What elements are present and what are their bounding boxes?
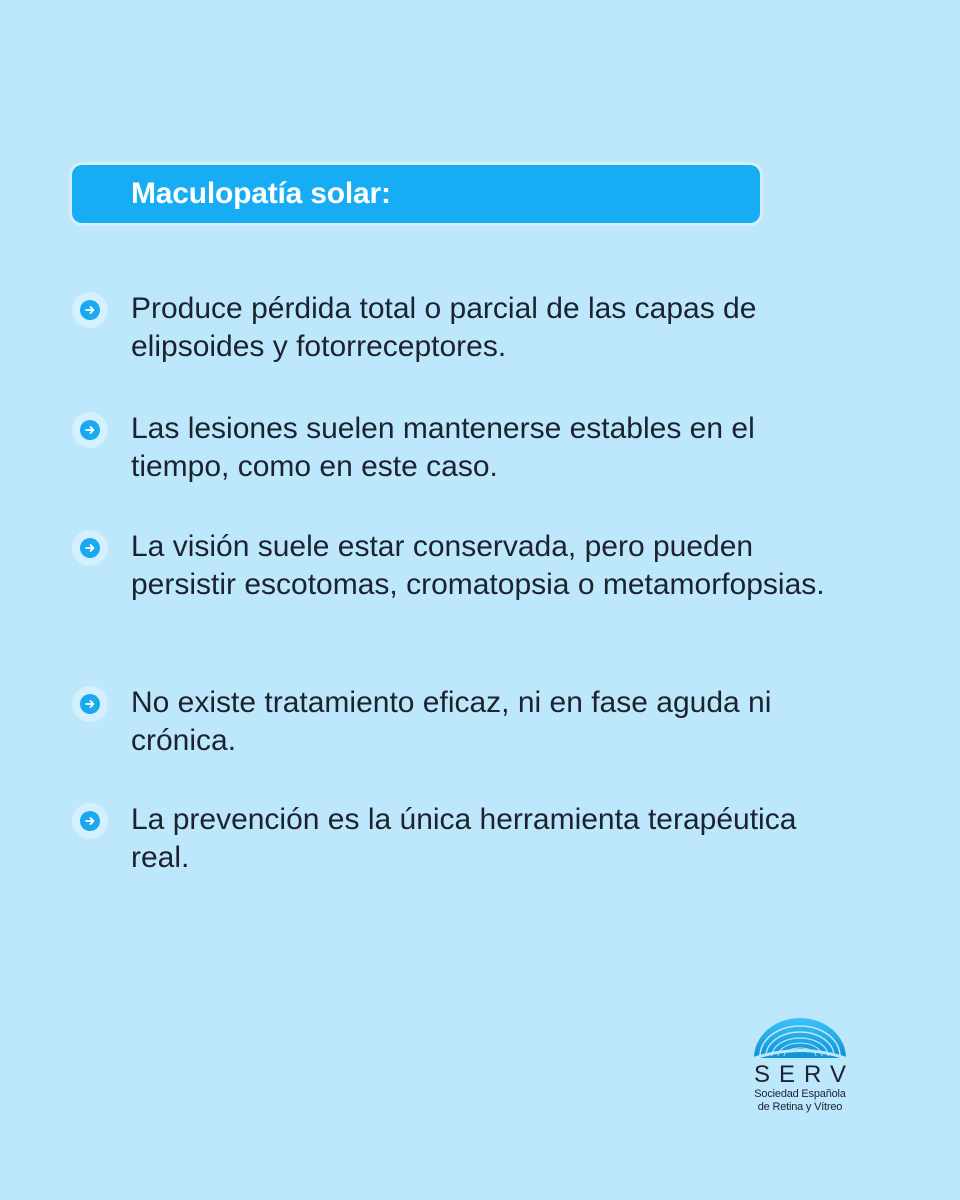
arrow-right-icon [72, 292, 108, 328]
bullet-text: La prevención es la única herramienta terapéutica real. [131, 803, 797, 874]
bullet-text: Las lesiones suelen mantenerse estables en el tiempo, como en este caso. [131, 412, 755, 483]
arrow-right-icon [72, 686, 108, 722]
arrow-right-icon [72, 412, 108, 448]
serv-arc-logo-icon [750, 1012, 850, 1060]
title-bar [72, 165, 760, 223]
logo-line-1: Sociedad Española [754, 1088, 846, 1100]
page-title: Maculopatía solar: [131, 177, 391, 210]
arrow-right-icon [72, 530, 108, 566]
bullet-text: No existe tratamiento eficaz, ni en fase aguda ni crónica. [131, 686, 772, 757]
bullet-text: Produce pérdida total o parcial de las capas de elipsoides y fotorreceptores. [131, 292, 757, 363]
serv-logo [742, 1012, 858, 1122]
logo-line-2: de Retina y Vítreo [757, 1101, 843, 1113]
arrow-right-icon [72, 803, 108, 839]
bullet-text: La visión suele estar conservada, pero pueden persistir escotomas, cromatopsia o metamorfopsias. [131, 530, 825, 601]
logo-brand: SERV [754, 1061, 855, 1088]
